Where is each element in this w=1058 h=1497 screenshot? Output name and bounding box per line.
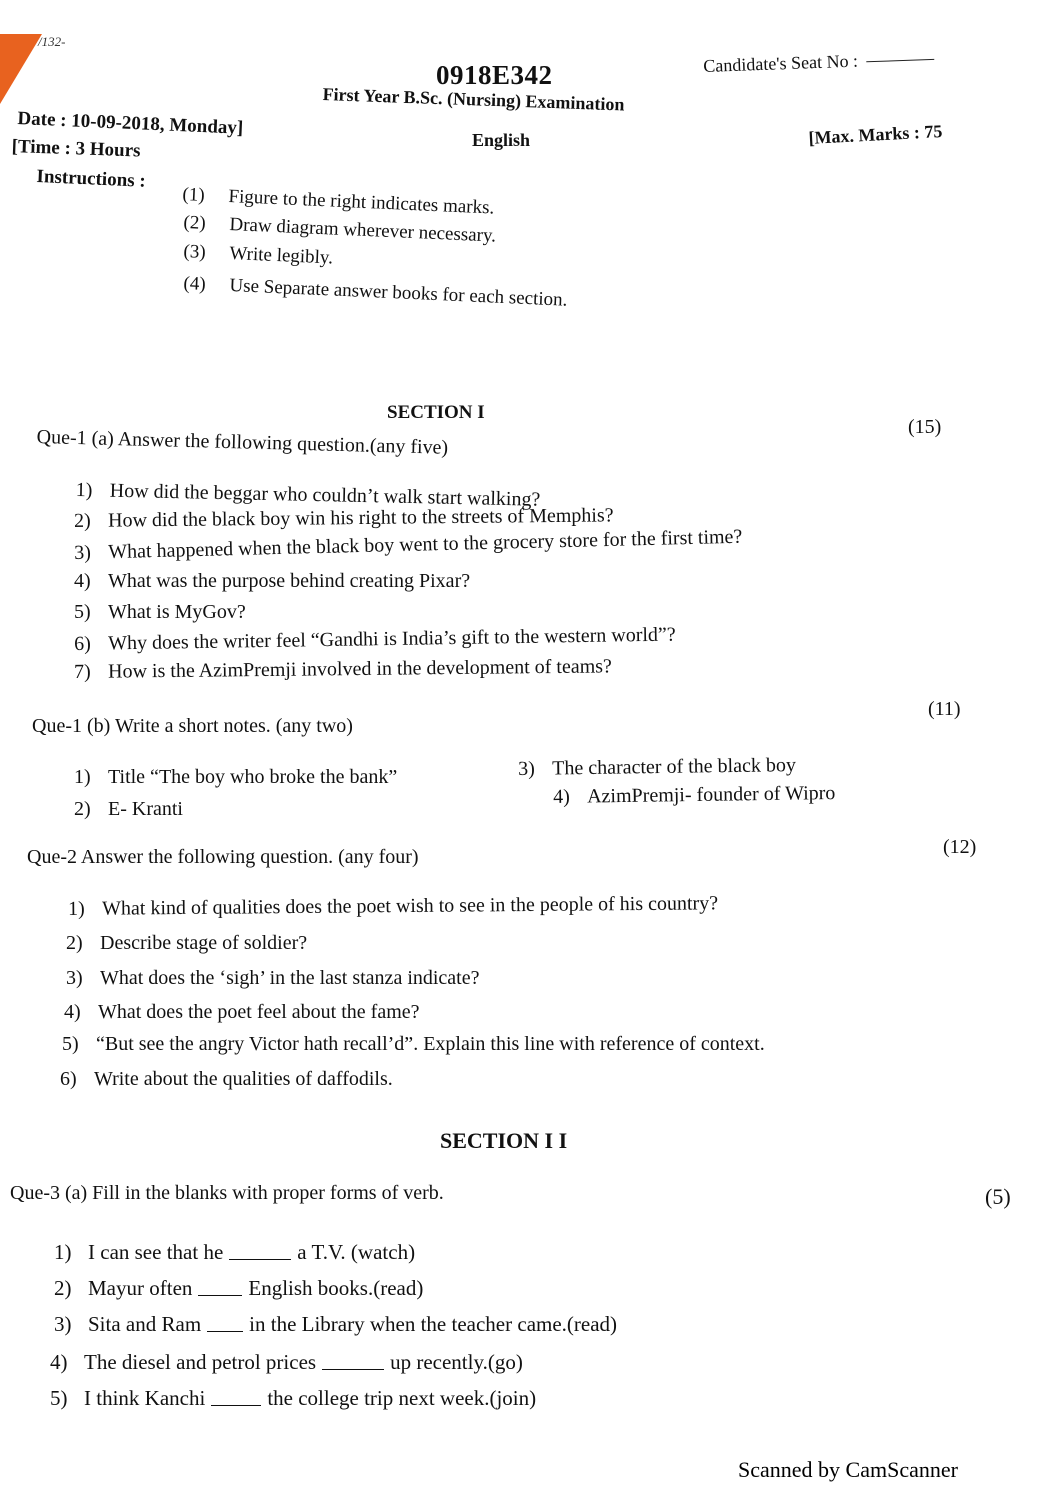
answer-blank[interactable]	[211, 1404, 261, 1406]
scanner-watermark: Scanned by CamScanner	[738, 1457, 958, 1482]
fill-blank-item: 2) Mayur often English books.(read)	[54, 1276, 424, 1300]
instruction-item: (2) Draw diagram wherever necessary.	[183, 212, 497, 247]
section-1-title: SECTION I	[387, 402, 485, 423]
question-item: 1) What kind of qualities does the poet wish to see in the people of his country?	[68, 892, 719, 920]
instructions-label: Instructions :	[36, 166, 147, 192]
corner-code: /132-	[38, 34, 66, 49]
question-item: 5) “But see the angry Victor hath recall’d”. Explain this line with reference of context.	[62, 1033, 765, 1055]
fill-blank-item: 5) I think Kanchi the college trip next week.(join)	[50, 1386, 537, 1410]
seat-label: Candidate's Seat No :	[703, 50, 859, 76]
fill-blank-item: 1) I can see that he a T.V. (watch)	[54, 1240, 416, 1264]
subject: English	[472, 130, 531, 150]
instruction-item: (1) Figure to the right indicates marks.	[182, 184, 495, 219]
question-item: 7) How is the AzimPremji involved in the development of teams?	[74, 655, 612, 683]
max-marks: [Max. Marks : 75	[808, 120, 943, 148]
answer-blank[interactable]	[198, 1294, 242, 1296]
question-item: 6) Write about the qualities of daffodils.	[60, 1068, 393, 1090]
question-item: 1) Title “The boy who broke the bank”	[74, 766, 398, 788]
fill-blank-item: 3) Sita and Ram in the Library when the teacher came.(read)	[54, 1312, 618, 1336]
question-3a-heading: Que-3 (a) Fill in the blanks with proper forms of verb.	[10, 1182, 444, 1204]
question-item: 4) AzimPremji- founder of Wipro	[553, 782, 836, 808]
exam-time: [Time : 3 Hours	[11, 136, 141, 162]
question-1b-marks: (11)	[928, 698, 961, 720]
question-item: 3) What does the ‘sigh’ in the last stanza indicate?	[66, 967, 480, 989]
fill-blank-item: 4) The diesel and petrol prices up recently.(go)	[50, 1350, 523, 1374]
question-1a-marks: (15)	[908, 416, 942, 438]
orange-corner-tab	[0, 34, 42, 104]
question-item: 1) How did the beggar who couldn’t walk start walking?	[75, 479, 541, 511]
exam-date: Date : 10-09-2018, Monday]	[17, 108, 244, 139]
question-3a-marks: (5)	[985, 1184, 1011, 1209]
section-2-title: SECTION I I	[440, 1128, 568, 1153]
paper-code: 0918E342	[436, 60, 553, 90]
seat-blank	[866, 59, 934, 62]
instruction-item: (4) Use Separate answer books for each section.	[183, 273, 568, 311]
question-1b-heading: Que-1 (b) Write a short notes. (any two)	[32, 715, 353, 737]
question-item: 2) E- Kranti	[74, 798, 183, 820]
question-2-heading: Que-2 Answer the following question. (any four)	[27, 846, 419, 868]
question-item: 4) What was the purpose behind creating Pixar?	[74, 570, 471, 592]
answer-blank[interactable]	[229, 1258, 291, 1260]
instruction-item: (3) Write legibly.	[183, 241, 334, 269]
question-item: 2) Describe stage of soldier?	[66, 932, 308, 954]
question-item: 2) How did the black boy win his right to the streets of Memphis?	[74, 504, 614, 532]
question-item: 4) What does the poet feel about the fame?	[64, 1001, 420, 1023]
question-1a-heading: Que-1 (a) Answer the following question.(any five)	[36, 426, 449, 459]
exam-title: First Year B.Sc. (Nursing) Examination	[322, 84, 625, 115]
question-item: 5) What is MyGov?	[74, 601, 246, 623]
question-item: 3) The character of the black boy	[518, 754, 797, 780]
answer-blank[interactable]	[207, 1330, 243, 1332]
question-item: 3) What happened when the black boy went to the grocery store for the first time?	[74, 525, 743, 564]
question-2-marks: (12)	[943, 836, 977, 858]
answer-blank[interactable]	[322, 1368, 384, 1370]
seat-number	[703, 48, 934, 77]
question-item: 6) Why does the writer feel “Gandhi is India’s gift to the western world”?	[74, 623, 676, 655]
